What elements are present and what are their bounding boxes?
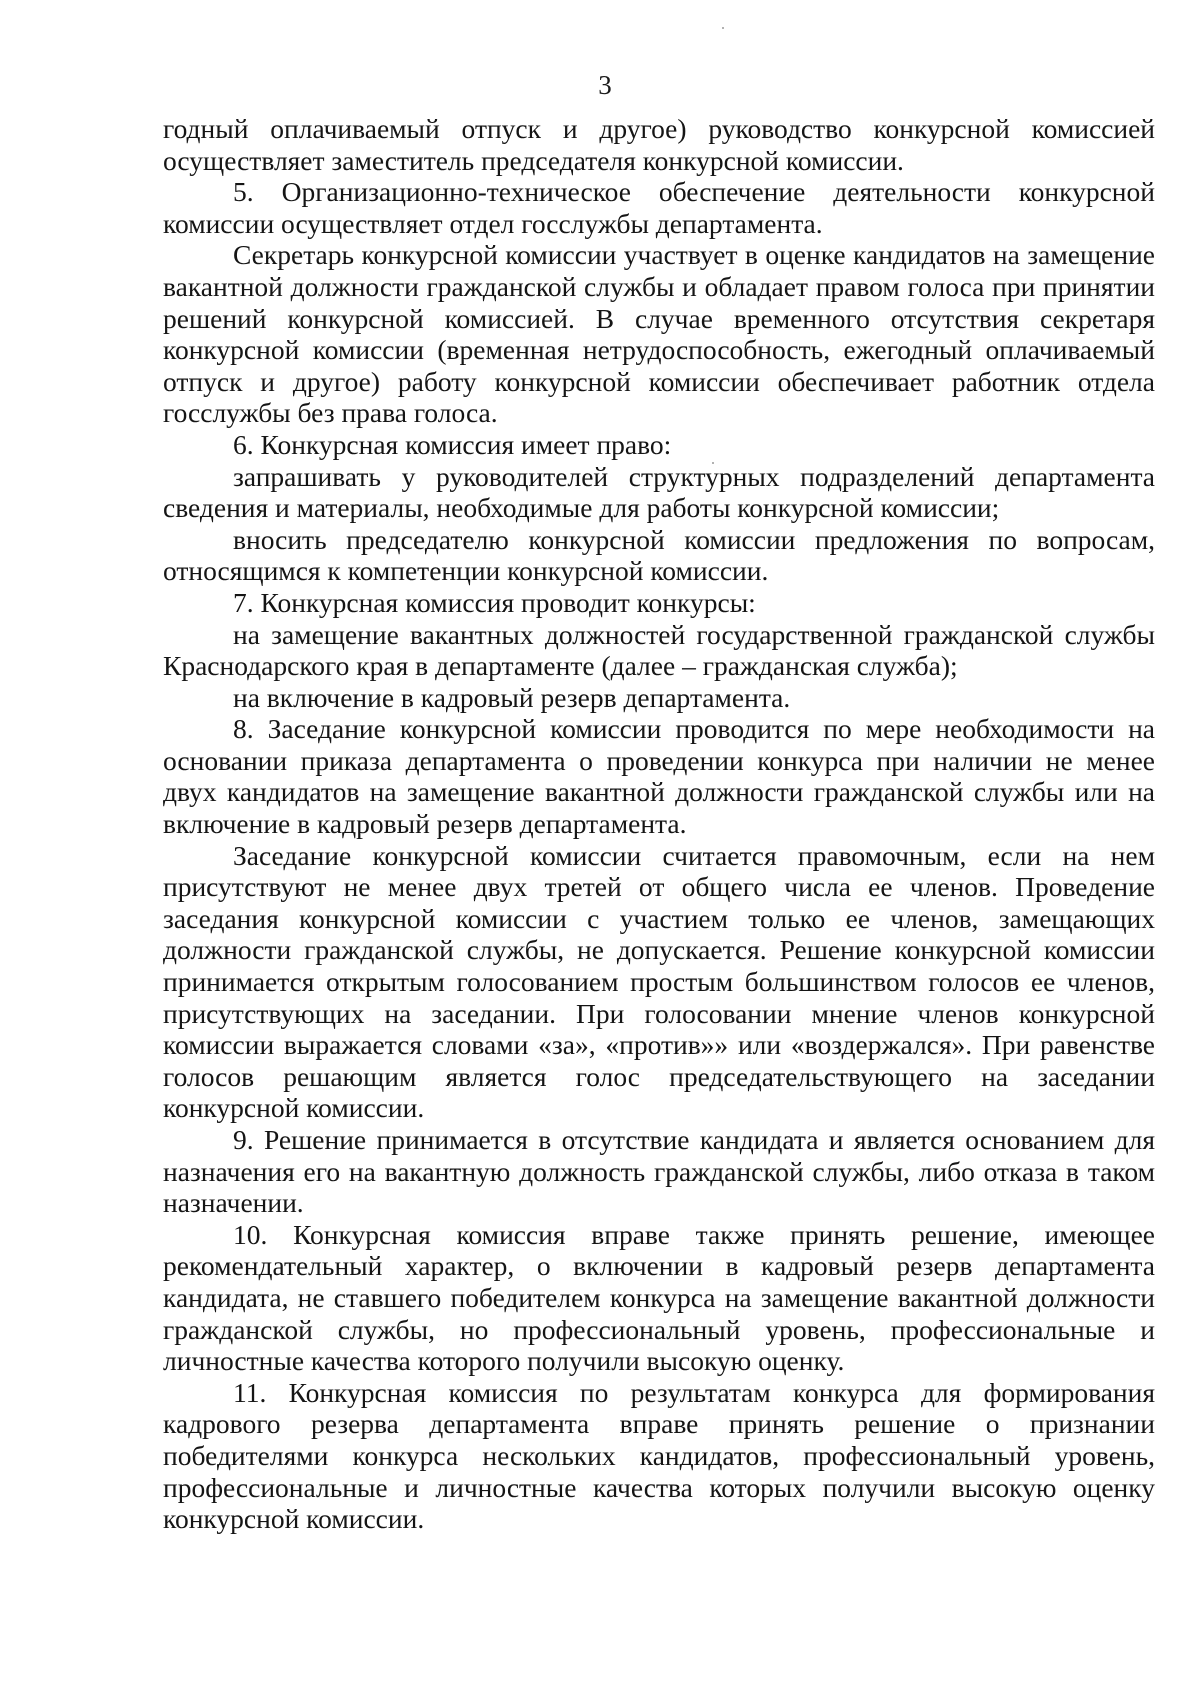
paragraph: 9. Решение принимается в отсутствие кандидата и является основанием для назначения его на вакантную должность гражданской службы, либо отказа в таком назначении.	[163, 1124, 1155, 1219]
paragraph: 7. Конкурсная комиссия проводит конкурсы:	[233, 586, 756, 618]
paragraph: 8. Заседание конкурсной комиссии проводится по мере необходимости на основании приказа департамента о проведении конкурса при наличии не менее двух кандидатов на замещение вакантной должности гражданской службы или на включение в кадровый резерв департамента.	[163, 713, 1155, 840]
paragraph: годный оплачиваемый отпуск и другое) руководство конкурсной комиссией осуществляет заместитель председателя конкурсной комиссии.	[163, 113, 1155, 176]
paragraph: вносить председателю конкурсной комиссии предложения по вопросам, относящимся к компетенции конкурсной комиссии.	[163, 523, 1155, 587]
paragraph: 6. Конкурсная комиссия имеет право:	[233, 428, 672, 460]
scan-speck	[722, 27, 724, 29]
document-body	[163, 113, 1155, 1535]
paragraph: 5. Организационно-техническое обеспечение деятельности конкурсной комиссии осуществляет отдел госслужбы департамента.	[163, 176, 1155, 239]
paragraph: 10. Конкурсная комиссия вправе также принять решение, имеющее рекомендательный характер, о включении в кадровый резерв департамента кандидата, не ставшего победителем конкурса на замещение вакантной должности гражданской службы, но профессиональный уровень, профессиональные и личностные качества которого получили высокую оценку.	[163, 1218, 1155, 1377]
paragraph: Секретарь конкурсной комиссии участвует в оценке кандидатов на замещение вакантной должности гражданской службы и обладает правом голоса при принятии решений конкурсной комиссией. В случае временного отсутствия секретаря конкурсной комиссии (временная нетрудоспособность, ежегодный оплачиваемый отпуск и другое) работу конкурсной комиссии обеспечивает работник отдела госслужбы без права голоса.	[163, 239, 1155, 429]
paragraph: на включение в кадровый резерв департамента.	[233, 681, 791, 713]
page-number: 3	[598, 70, 612, 100]
paragraph: запрашивать у руководителей структурных подразделений департамента сведения и материалы, необходимые для работы конкурсной комиссии;	[163, 460, 1155, 524]
paragraph: Заседание конкурсной комиссии считается правомочным, если на нем присутствуют не менее двух третей от общего числа ее членов. Проведение заседания конкурсной комиссии с участием только ее членов, замещающих должности гражданской службы, не допускается. Решение конкурсной комиссии принимается открытым голосованием простым большинством голосов ее членов, присутствующих на заседании. При голосовании мнение членов конкурсной комиссии выражается словами «за», «против»» или «воздержался». При равенстве голосов решающим является голос председательствующего на заседании конкурсной комиссии.	[163, 839, 1155, 1124]
paragraph: 11. Конкурсная комиссия по результатам конкурса для формирования кадрового резерва департамента вправе принять решение о признании победителями конкурса нескольких кандидатов, профессиональный уровень, профессиональные и личностные качества которых получили высокую оценку конкурсной комиссии.	[163, 1376, 1155, 1535]
paragraph: на замещение вакантных должностей государственной гражданской службы Краснодарского края в департаменте (далее – гражданская служба);	[163, 618, 1155, 682]
